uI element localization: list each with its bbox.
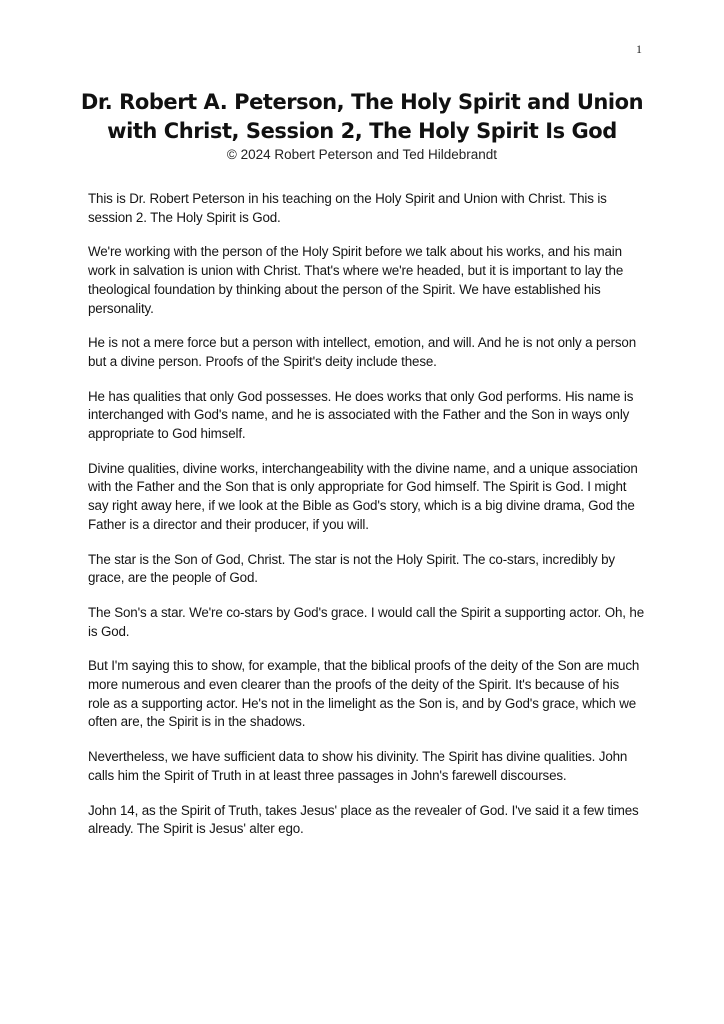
document-body	[88, 190, 644, 855]
paragraph-7: The Son's a star. We're co-stars by God's grace. I would call the Spirit a supporting actor. Oh, he is God.	[88, 604, 644, 639]
paragraph-2: We're working with the person of the Holy Spirit before we talk about his works, and his main work in salvation is union with Christ. That's where we're headed, but it is important to lay the theological foundation by thinking about the person of the Spirit. We have established his personality.	[88, 244, 624, 316]
paragraph-8: But I'm saying this to show, for example, that the biblical proofs of the deity of the Son are much more numerous and even clearer than the proofs of the deity of the Spirit. It's because of his role as a supporting actor. He's not in the limelight as the Son is, and by God's grace, which we often are, the Spirit is in the shadows.	[88, 658, 640, 730]
title-line-1: Dr. Robert A. Peterson, The Holy Spirit and Union	[80, 90, 644, 114]
paragraph-10: John 14, as the Spirit of Truth, takes Jesus' place as the revealer of God. I've said it a few times already. The Spirit is Jesus' alter ego.	[88, 802, 639, 837]
page-number: 1	[636, 42, 642, 56]
document-header	[40, 88, 684, 164]
title-line-2: with Christ, Session 2, The Holy Spirit Is God	[107, 119, 617, 143]
copyright-notice: © 2024 Robert Peterson and Ted Hildebrandt	[226, 147, 498, 162]
paragraph-9: Nevertheless, we have sufficient data to show his divinity. The Spirit has divine qualities. John calls him the Spirit of Truth in at least three passages in John's farewell discourses.	[88, 749, 628, 783]
paragraph-1: This is Dr. Robert Peterson in his teaching on the Holy Spirit and Union with Christ. This is session 2. The Holy Spirit is God.	[88, 191, 607, 225]
paragraph-6: The star is the Son of God, Christ. The star is not the Holy Spirit. The co-stars, incredibly by grace, are the people of God.	[88, 551, 615, 586]
paragraph-5: Divine qualities, divine works, interchangeability with the divine name, and a unique association with the Father and the Son that is only appropriate for God himself. The Spirit is God. I might say right away here, if we look at the Bible as God's story, which is a big divine drama, God the Father is a director and their producer, if you will.	[88, 460, 638, 532]
document-title	[40, 88, 684, 146]
paragraph-4: He has qualities that only God possesses. He does works that only God performs. His name is interchanged with God's name, and he is associated with the Father and the Son in ways only appropriate to God himself.	[88, 388, 634, 442]
paragraph-3: He is not a mere force but a person with intellect, emotion, and will. And he is not only a person but a divine person. Proofs of the Spirit's deity include these.	[88, 335, 637, 369]
